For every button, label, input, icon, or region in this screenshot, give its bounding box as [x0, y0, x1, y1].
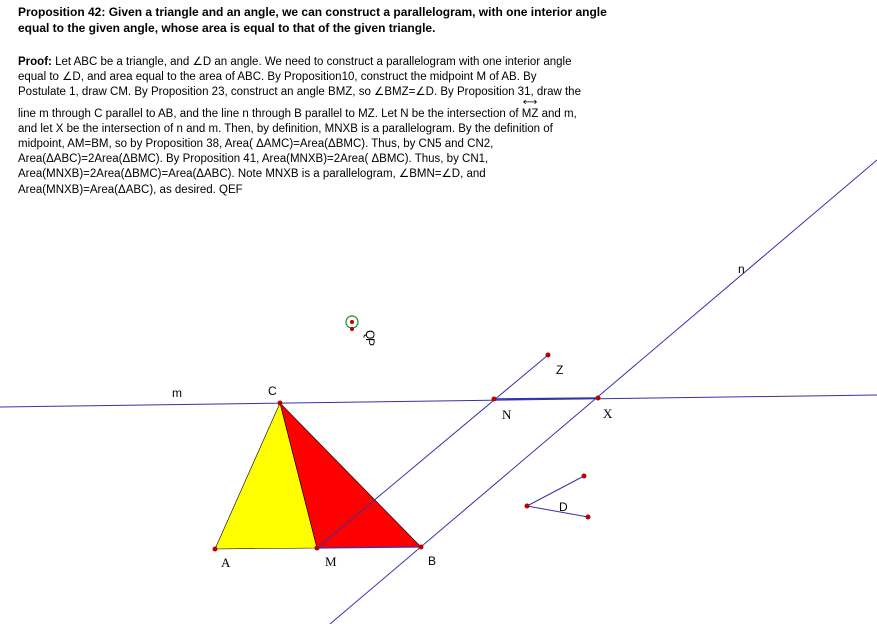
- point-x[interactable]: [596, 396, 601, 401]
- point-d-lower[interactable]: [586, 515, 591, 520]
- line-n[interactable]: [330, 160, 877, 624]
- proof-line-9: Area(MNXB)=Area(ΔABC), as desired. QEF: [18, 183, 243, 196]
- proof-line-4-pre: line m through C parallel to AB, and the line n through B parallel to MZ. Let N be the intersection of: [18, 107, 519, 120]
- proof-line-1-text: Let ABC be a triangle, and ∠D an angle. We need to construct a parallelogram with one interior angle: [55, 56, 572, 68]
- proof-line-2: equal to ∠D, and area equal to the area of ABC. By Proposition10, construct the midpoint M of AB. By: [18, 71, 537, 84]
- proof-label: Proof:: [18, 56, 52, 68]
- point-z[interactable]: [546, 353, 551, 358]
- point-d-vertex[interactable]: [525, 504, 530, 509]
- point-a[interactable]: [213, 547, 218, 552]
- label-m: m: [172, 386, 182, 400]
- label-q: Q: [363, 330, 377, 340]
- label-m-point: M: [325, 554, 337, 569]
- angle-d-ray-lower[interactable]: [527, 506, 588, 517]
- label-b: B: [428, 554, 437, 568]
- point-c[interactable]: [278, 401, 283, 406]
- point-n[interactable]: [492, 397, 497, 402]
- point-d-upper[interactable]: [582, 474, 587, 479]
- title-text: Given a triangle and an angle, we can construct a parallelogram, with one interior angle equal to the given angle, whose area is equal to that of the given triangle.: [18, 5, 607, 35]
- proof-line-8: Area(MNXB)=2Area(ΔBMC)=Area(ΔABC). Note MNXB is a parallelogram, ∠BMN=∠D, and: [18, 168, 486, 181]
- proof-line-7: Area(ΔABC)=2Area(ΔBMC). By Proposition 41, Area(MNXB)=2Area( ΔBMC). Thus, by CN1,: [18, 153, 489, 166]
- point-b[interactable]: [419, 545, 424, 550]
- proof-line-5: and let X be the intersection of n and m. Then, by definition, MNXB is a parallelogram. By the definition of: [18, 122, 553, 135]
- title-prefix: Proposition 42:: [18, 5, 106, 19]
- label-n-point: N: [502, 407, 512, 422]
- point-p[interactable]: [350, 327, 354, 331]
- point-q[interactable]: [350, 320, 354, 324]
- label-n: n: [738, 262, 745, 276]
- label-a: A: [221, 555, 231, 570]
- line-m[interactable]: [0, 395, 877, 407]
- line-mz-text: MZ: [521, 107, 539, 120]
- line-arrow-icon: ⟷: [522, 96, 538, 108]
- label-c: C: [268, 384, 277, 398]
- point-m[interactable]: [315, 546, 320, 551]
- label-x: X: [603, 406, 613, 421]
- proof-line-3: Postulate 1, draw CM. By Proposition 23, construct an angle BMZ, so ∠BMZ=∠D. By Proposition 31, draw the: [18, 86, 581, 99]
- segment-nx[interactable]: [494, 398, 598, 399]
- proof-line-4-post: and m,: [541, 107, 577, 120]
- label-p: P: [363, 338, 377, 347]
- label-z: Z: [556, 363, 564, 377]
- ray-mz[interactable]: [317, 355, 548, 548]
- label-d: D: [559, 500, 568, 514]
- angle-d-ray-upper[interactable]: [527, 476, 584, 506]
- proof-line-6: midpoint, AM=BM, so by Proposition 38, Area( ΔAMC)=Area(ΔBMC). Thus, by CN5 and CN2,: [18, 138, 494, 151]
